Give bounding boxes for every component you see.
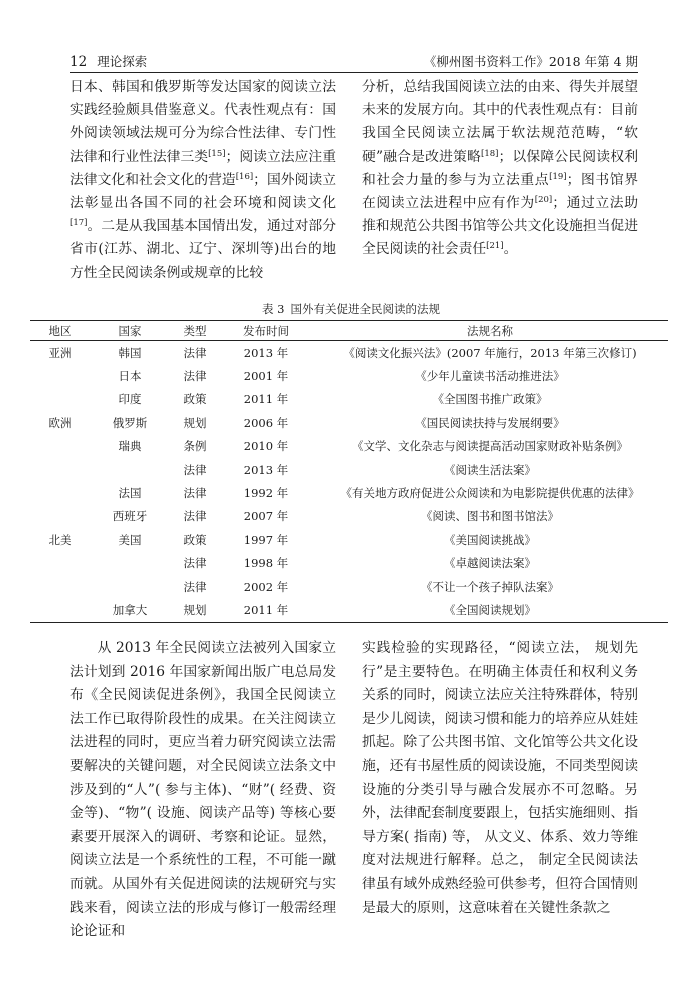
table-cell: 俄罗斯	[112, 415, 148, 430]
paragraph: 实践检验的实现路径，“阅读立法， 规划先行”是主要特色。在明确主体责任和权利义务关系的同时，阅读立法应关注特殊群体，特别是少儿阅读，阅读习惯和能力的培养应从娃娃抓起。除了公共图书馆、文化馆等公共文化设施，还有书屋性质的阅读设施，不同类型阅读设施的分类引导与融合发展亦不可忽略。另外，法律配套制度要跟上，包括实施细则、指导方案( 指南) 等， 从文义、体系、效力等维度对法规进行解释。总之， 制定全民阅读法律虽有域外成熟经验可供参考，但符合国情则是最大的原则，这意味着在关键性条款之	[362, 640, 638, 916]
table-body	[30, 341, 668, 623]
table-cell: 2010 年	[243, 439, 289, 454]
table-cell: 美国	[118, 532, 142, 547]
table-cell: 1998 年	[243, 556, 289, 571]
table-cell: 法律	[183, 579, 207, 594]
bottom-left-column	[70, 637, 336, 944]
table-cell: 规划	[170, 598, 220, 622]
table-cell: 2011 年	[220, 598, 312, 622]
table-cell: 欧洲	[48, 415, 72, 430]
table-cell: 法律	[183, 369, 207, 384]
table-cell: 韩国	[118, 345, 142, 360]
table-row	[30, 341, 668, 365]
table-cell: 《卓越阅读法案》	[444, 556, 536, 571]
table-row	[30, 552, 668, 575]
table-cell: 2002 年	[243, 579, 289, 594]
table-cell	[30, 552, 90, 575]
table-cell	[30, 481, 90, 504]
table-cell: 《少年儿童读书活动推进法》	[415, 369, 565, 384]
table-cell: 瑞典	[118, 439, 142, 454]
table-number: 表 3	[262, 302, 285, 316]
table-cell	[30, 505, 90, 528]
table-cell: 规划	[183, 415, 207, 430]
citation: [15]	[208, 148, 226, 159]
table-cell: 《不让一个孩子掉队法案》	[421, 579, 559, 594]
table-cell: 法律	[183, 345, 207, 360]
citation: [18]	[481, 148, 499, 159]
table-caption	[70, 301, 638, 317]
table-row	[30, 481, 668, 504]
table-cell: 日本	[118, 369, 142, 384]
paragraph: 从 2013 年全民阅读立法被列入国家立法计划到 2016 年国家新闻出版广电总局发布《全民阅读促进条例》，我国全民阅读立法工作已取得阶段性的成果。在关注阅读立法进程的同时，更应当着力研究阅读立法需要解决的关键问题，对全民阅读立法条文中涉及到的“人”( 参与主体)、“财”( 经费、资金等)、“物”( 设施、阅读产品等) 等核心要素要开展深入的调研、考察和论证。显然，阅读立法是一个系统性的工程，不可能一蹴而就。从国外有关促进阅读的法规研究与实践来看，阅读立法的形成与修订一般需经理论论证和	[70, 640, 336, 940]
citation: [19]	[549, 171, 567, 182]
table-title: 国外有关促进全民阅读的法规	[290, 302, 440, 316]
table-cell	[30, 435, 90, 458]
table-cell: 《美国阅读挑战》	[444, 532, 536, 547]
running-header	[70, 52, 638, 73]
table-cell: 《全国阅读规划》	[312, 598, 668, 622]
table-cell: 印度	[118, 392, 142, 407]
table-cell: 2001 年	[243, 369, 289, 384]
table-cell: 2013 年	[243, 462, 289, 477]
table-cell: 《国民阅读扶持与发展纲要》	[415, 415, 565, 430]
table-row	[30, 364, 668, 387]
table-cell: 亚洲	[48, 345, 72, 360]
table-cell: 北美	[48, 532, 72, 547]
table-cell: 《文学、文化杂志与阅读提高活动国家财政补贴条例》	[352, 439, 628, 454]
table-cell: 1997 年	[243, 532, 289, 547]
table-cell: 政策	[183, 532, 207, 547]
table-cell: 法律	[183, 509, 207, 524]
table-cell: 《阅读、图书和图书馆法》	[421, 509, 559, 524]
table-cell: 《阅读文化振兴法》(2007 年施行，2013 年第三次修订)	[343, 345, 637, 360]
page-number: 12	[70, 54, 88, 70]
table-cell: 2006 年	[243, 415, 289, 430]
table-header-row	[30, 321, 668, 341]
citation: [16]	[235, 171, 254, 182]
table-row	[30, 458, 668, 481]
table-row	[30, 505, 668, 528]
citation: [20]	[534, 195, 553, 206]
table-row	[30, 598, 668, 622]
table-cell: 法国	[118, 486, 142, 501]
table-row	[30, 411, 668, 434]
citation: [21]	[486, 241, 504, 252]
table-cell	[90, 575, 170, 598]
table-cell	[30, 388, 90, 411]
journal-name: 《柳州图书资料工作》2018 年第 4 期	[423, 54, 638, 69]
section-title: 理论探索	[97, 54, 148, 69]
top-left-column	[70, 76, 336, 285]
table-cell	[30, 575, 90, 598]
table-cell: 法律	[183, 486, 207, 501]
table-row	[30, 388, 668, 411]
bottom-right-column	[362, 637, 638, 920]
table-cell: 政策	[183, 392, 207, 407]
table-cell: 《全国图书推广政策》	[432, 392, 548, 407]
table-cell	[30, 364, 90, 387]
table-cell: 1992 年	[243, 486, 289, 501]
header-country: 国家	[90, 321, 170, 341]
table-cell	[90, 552, 170, 575]
table-cell: 2013 年	[243, 345, 289, 360]
table-cell: 《有关地方政府促进公众阅读和为电影院提供优惠的法律》	[340, 486, 640, 501]
citation: [17]	[70, 218, 88, 229]
header-region: 地区	[30, 321, 90, 341]
header-date: 发布时间	[220, 321, 312, 341]
table-row	[30, 435, 668, 458]
table-cell: 2007 年	[243, 509, 289, 524]
top-right-column	[362, 76, 638, 262]
table-cell: 条例	[183, 439, 207, 454]
law-table	[30, 320, 668, 623]
paragraph: 分析，总结我国阅读立法的由来、得失并展望未来的发展方向。其中的代表性观点有：目前我国全民阅读立法属于软法规范范畴，“软硬”融合是改进策略[18]；以保障公民阅读权利和社会力量的参与为立法重点[19]；图书馆界在阅读立法进程中应有作为[20]；通过立法助推和规范公共图书馆等公共文化设施担当促进全民阅读的社会责任[21]。	[362, 79, 639, 258]
header-left	[70, 52, 147, 70]
table-cell: 加拿大	[90, 598, 170, 622]
header-type: 类型	[170, 321, 220, 341]
table-cell	[30, 598, 90, 622]
header-name: 法规名称	[312, 321, 668, 341]
paragraph: 日本、韩国和俄罗斯等发达国家的阅读立法实践经验颇具借鉴意义。代表性观点有：国外阅读领域法规可分为综合性法律、专门性法律和行业性法律三类[15]；阅读立法应注重法律文化和社会文化的营造[16]；国外阅读立法彰显出各国不同的社会环境和阅读文化[17]。二是从我国基本国情出发，通过对部分省市(江苏、湖北、辽宁、深圳等)出台的地方性全民阅读条例或规章的比较	[70, 79, 337, 281]
table-cell: 法律	[183, 462, 207, 477]
table-row	[30, 575, 668, 598]
table-cell	[90, 458, 170, 481]
table-cell: 2011 年	[243, 392, 289, 407]
table-cell: 西班牙	[112, 509, 148, 524]
table-cell: 法律	[183, 556, 207, 571]
table-row	[30, 528, 668, 551]
table-cell: 《阅读生活法案》	[444, 462, 536, 477]
table-cell	[30, 458, 90, 481]
